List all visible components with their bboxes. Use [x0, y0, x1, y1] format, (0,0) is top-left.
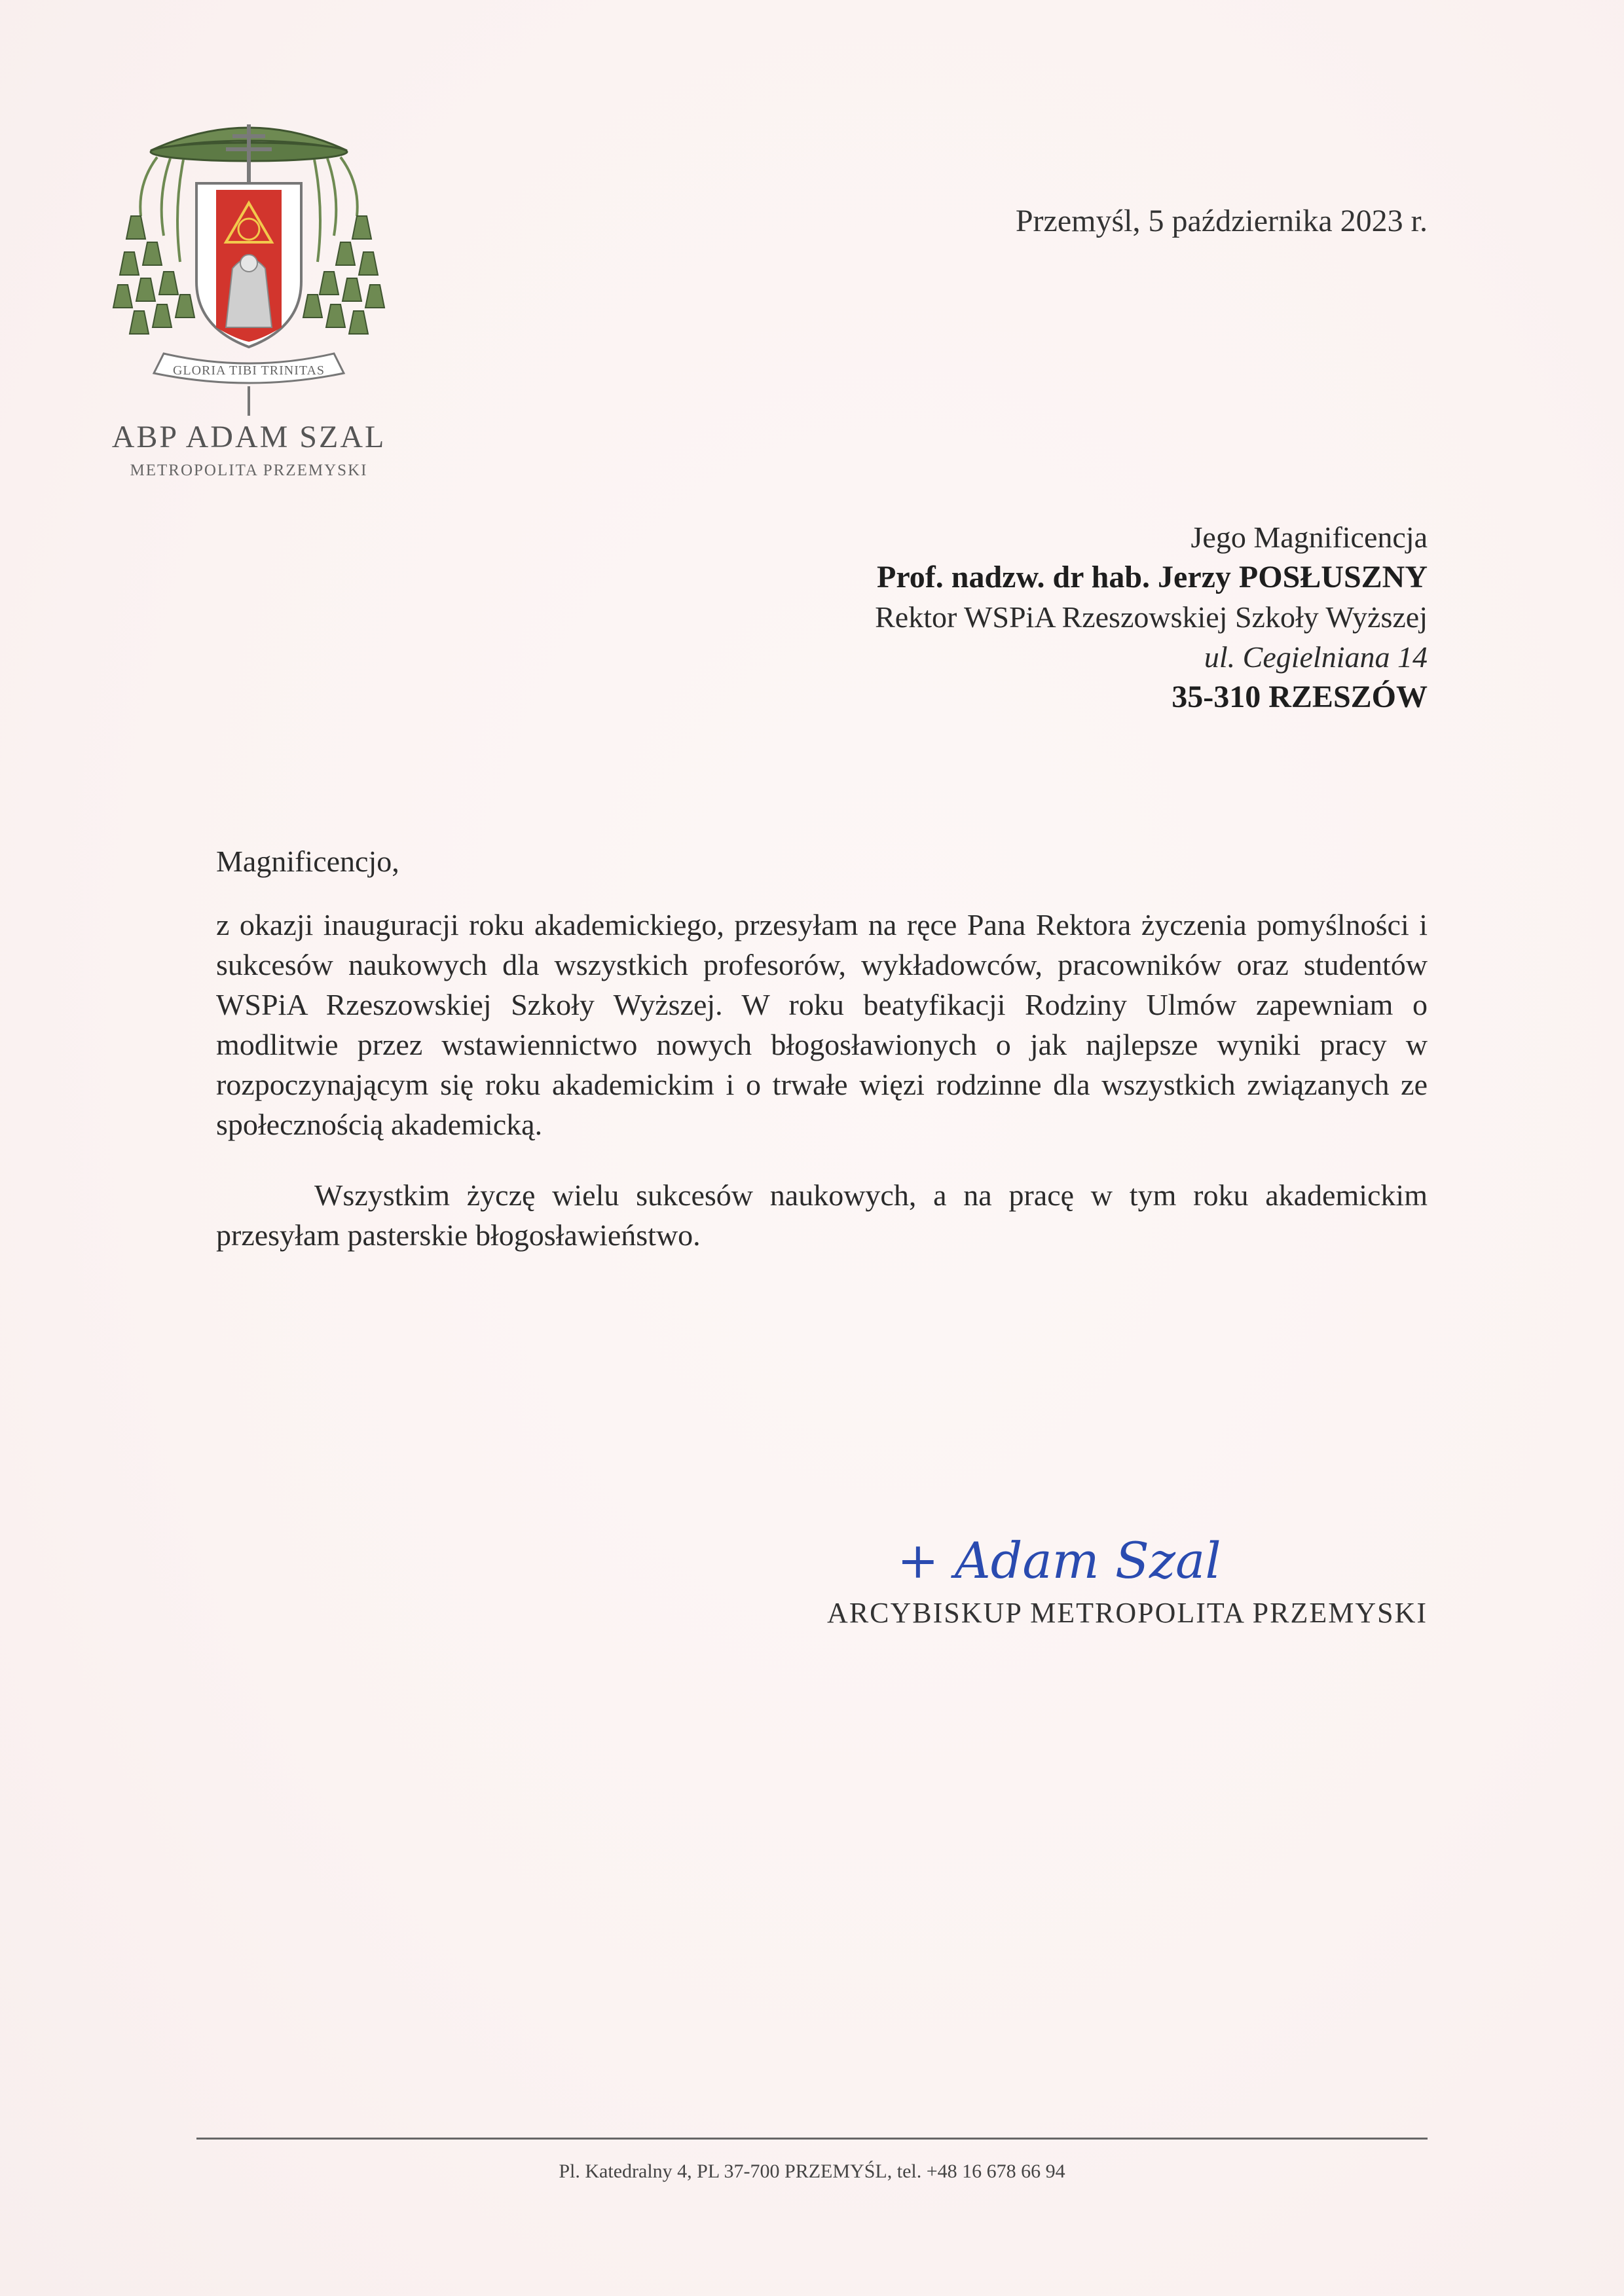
sender-title: METROPOLITA PRZEMYSKI	[130, 462, 368, 479]
recipient-city: 35-310 RZESZÓW	[1172, 680, 1428, 714]
svg-text:+ Adam Szal: + Adam Szal	[897, 1531, 1221, 1590]
letter-date: Przemyśl, 5 października 2023 r.	[1015, 204, 1428, 238]
coat-of-arms-motto: GLORIA TIBI TRINITAS	[172, 363, 325, 378]
footer-divider	[196, 2138, 1428, 2140]
recipient-position: Rektor WSPiA Rzeszowskiej Szkoły Wyższej	[875, 600, 1428, 634]
coat-of-arms-emblem	[111, 111, 386, 419]
body-paragraph-2: Wszystkim życzę wielu sukcesów naukowych, a na pracę w tym roku akademickim przesyłam pasterskie błogosławieństwo.	[216, 1178, 1428, 1252]
closing-title: ARCYBISKUP METROPOLITA PRZEMYSKI	[827, 1597, 1428, 1629]
salutation: Magnificencjo,	[216, 845, 399, 878]
recipient-street: ul. Cegielniana 14	[1204, 640, 1428, 674]
recipient-name: Prof. nadzw. dr hab. Jerzy POSŁUSZNY	[877, 560, 1428, 594]
footer-address: Pl. Katedralny 4, PL 37-700 PRZEMYŚL, tel. +48 16 678 66 94	[559, 2160, 1065, 2182]
recipient-block	[875, 517, 1428, 717]
sender-name: ABP ADAM SZAL	[111, 420, 386, 454]
body-paragraph-1: z okazji inauguracji roku akademickiego, przesyłam na ręce Pana Rektora życzenia pomyślności i sukcesów naukowych dla wszystkich profesorów, wykładowców, pracowników oraz studentów WSPiA Rzeszowskiej Szkoły Wyższej. W roku beatyfikacji Rodziny Ulmów zapewniam o modlitwie przez wstawiennictwo nowych błogosławionych o jak najlepsze wyniki pracy w rozpoczynającym się roku akademickim i o trwałe więzi rodzinne dla wszystkich związanych ze społecznością akademicką.	[216, 908, 1428, 1141]
recipient-honorific: Jego Magnificencja	[1190, 520, 1428, 554]
